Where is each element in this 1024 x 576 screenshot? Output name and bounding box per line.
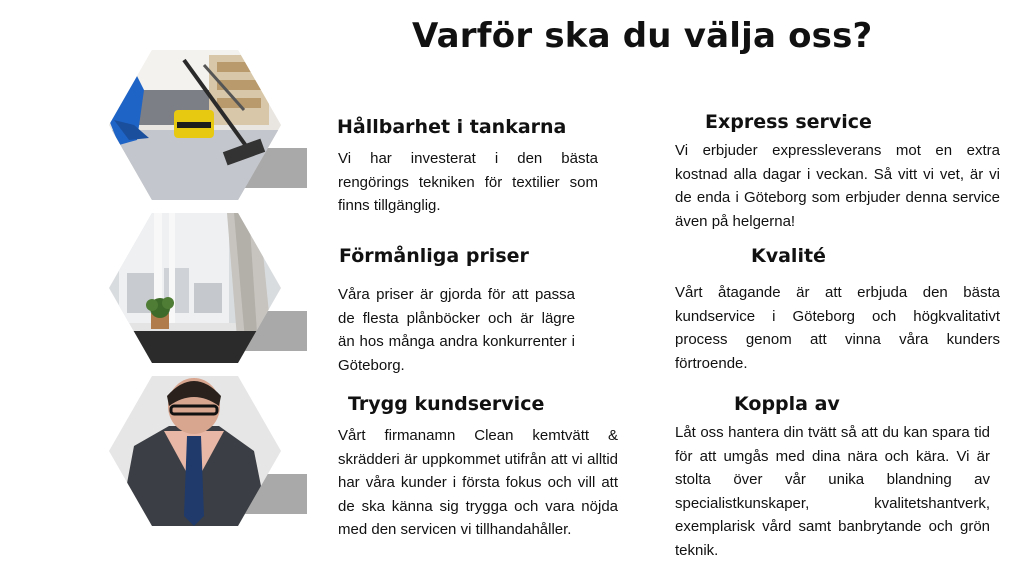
feature-text-relax: Låt oss hantera din tvätt så att du kan spara tid för att umgås med dina nära och kära. Vi är stolta över vår unika blandning av specialistkunskaper, kvalitetshantverk, exemplarisk vård samt banbrytande och grön teknik. bbox=[675, 424, 990, 559]
feature-text-customer-service: Vårt firmanamn Clean kemtvätt & skrädderi är uppkommet utifrån att vi alltid har våra kunder i första fokus och vill att de ska känna sig trygga och vara nöjda med den servicen vi tillhandahåller. bbox=[338, 427, 618, 538]
feature-text-sustainability: Vi har investerat i den bästa rengörings tekniken för textilier som finns tillgänglig. bbox=[338, 150, 598, 214]
feature-heading-relax: Koppla av bbox=[734, 393, 840, 415]
feature-heading-sustainability: Hållbarhet i tankarna bbox=[337, 116, 567, 138]
feature-text-quality: Vårt åtagande är att erbjuda den bästa kundservice i Göteborg och högkvalitativt process genom att vinna våra kunders förtroende. bbox=[675, 284, 1000, 372]
feature-text-express: Vi erbjuder expressleverans mot en extra kostnad alla dagar i veckan. Så vitt vi vet, är vi de enda i Göteborg som erbjuder denna service även på helgerna! bbox=[675, 142, 1000, 230]
page-title: Varför ska du välja oss? bbox=[412, 16, 873, 56]
feature-heading-express: Express service bbox=[705, 111, 872, 133]
feature-text-prices: Våra priser är gjorda för att passa de flesta plånböcker och är lägre än hos många andra konkurrenter i Göteborg. bbox=[338, 286, 575, 374]
feature-heading-customer-service: Trygg kundservice bbox=[348, 393, 545, 415]
feature-heading-quality: Kvalité bbox=[751, 245, 826, 267]
feature-heading-prices: Förmånliga priser bbox=[339, 245, 529, 267]
